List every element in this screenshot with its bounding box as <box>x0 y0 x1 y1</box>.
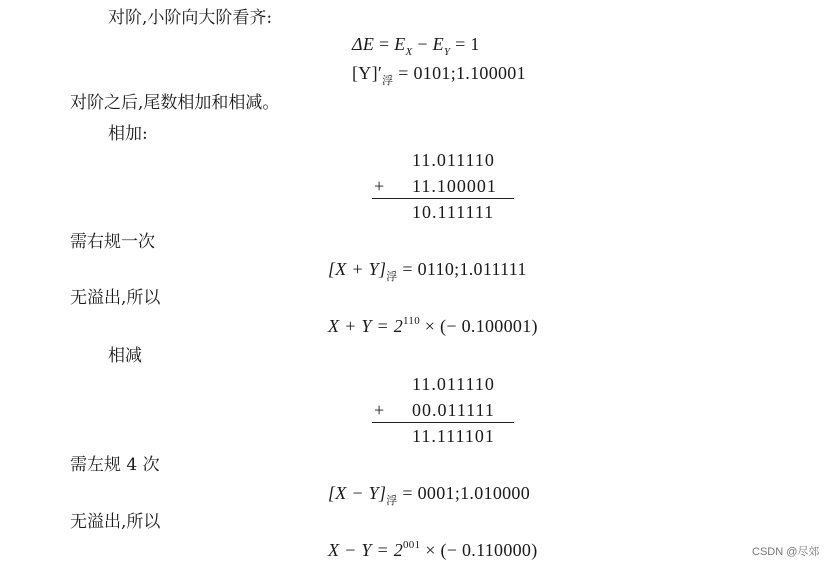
eq5-sub: 浮 <box>386 495 398 507</box>
eq-ey: E <box>432 34 444 54</box>
sub-operator: + <box>374 400 386 420</box>
eq-ey-sub: Y <box>443 46 451 58</box>
eq4-lhs: X + Y = 2 <box>328 316 403 336</box>
eq6-rhs: × (− 0.110000) <box>420 540 538 560</box>
eq-ex-sub: X <box>405 46 413 58</box>
eq2-bracket: [Y]′ <box>352 63 383 83</box>
eq4-exp: 110 <box>403 315 420 327</box>
text-no-overflow-2: 无溢出,所以 <box>70 512 161 532</box>
text-after-align: 对阶之后,尾数相加和相减。 <box>70 93 280 113</box>
csdn-watermark: CSDN @尽郊 <box>752 546 820 558</box>
text-addition-heading: 相加: <box>108 124 148 144</box>
eq-rhs: = 1 <box>450 34 480 54</box>
sub-divider-line <box>372 422 514 423</box>
text-left-normalize: 需左规 4 次 <box>70 455 160 475</box>
equation-x-minus-y-float <box>328 483 530 506</box>
add-result: 10.111111 <box>412 202 495 222</box>
eq6-lhs: X − Y = 2 <box>328 540 403 560</box>
eq5-lhs: [X − Y] <box>328 483 387 503</box>
equation-delta-e <box>352 34 480 57</box>
add-operand-b: 11.100001 <box>412 176 497 196</box>
eq3-lhs: [X + Y] <box>328 259 387 279</box>
sub-operand-b: 00.011111 <box>412 400 495 420</box>
eq3-sub: 浮 <box>386 271 398 283</box>
equation-x-minus-y-result <box>328 540 538 563</box>
text-align-exponent: 对阶,小阶向大阶看齐: <box>108 8 273 28</box>
text-subtraction-heading: 相减 <box>108 346 142 366</box>
add-divider-line <box>372 198 514 199</box>
eq-equals: = <box>374 34 395 54</box>
sub-result: 11.111101 <box>412 426 495 446</box>
add-operand-a: 11.011110 <box>412 150 495 170</box>
sub-operand-a: 11.011110 <box>412 374 495 394</box>
eq-minus: − <box>412 34 433 54</box>
eq-ex: E <box>394 34 406 54</box>
equation-x-plus-y-result <box>328 316 538 339</box>
eq2-sub: 浮 <box>382 75 394 87</box>
add-operator: + <box>374 176 386 196</box>
text-right-normalize: 需右规一次 <box>70 232 155 252</box>
eq6-exp: 001 <box>403 539 421 551</box>
eq3-rhs: = 0110;1.011111 <box>397 259 527 279</box>
eq5-rhs: = 0001;1.010000 <box>397 483 531 503</box>
equation-y-float-aligned <box>352 63 526 86</box>
eq4-rhs: × (− 0.100001) <box>420 316 538 336</box>
text-no-overflow-1: 无溢出,所以 <box>70 288 161 308</box>
eq-delta: ΔE <box>352 34 375 54</box>
eq2-rhs: = 0101;1.100001 <box>393 63 526 83</box>
equation-x-plus-y-float <box>328 259 527 282</box>
